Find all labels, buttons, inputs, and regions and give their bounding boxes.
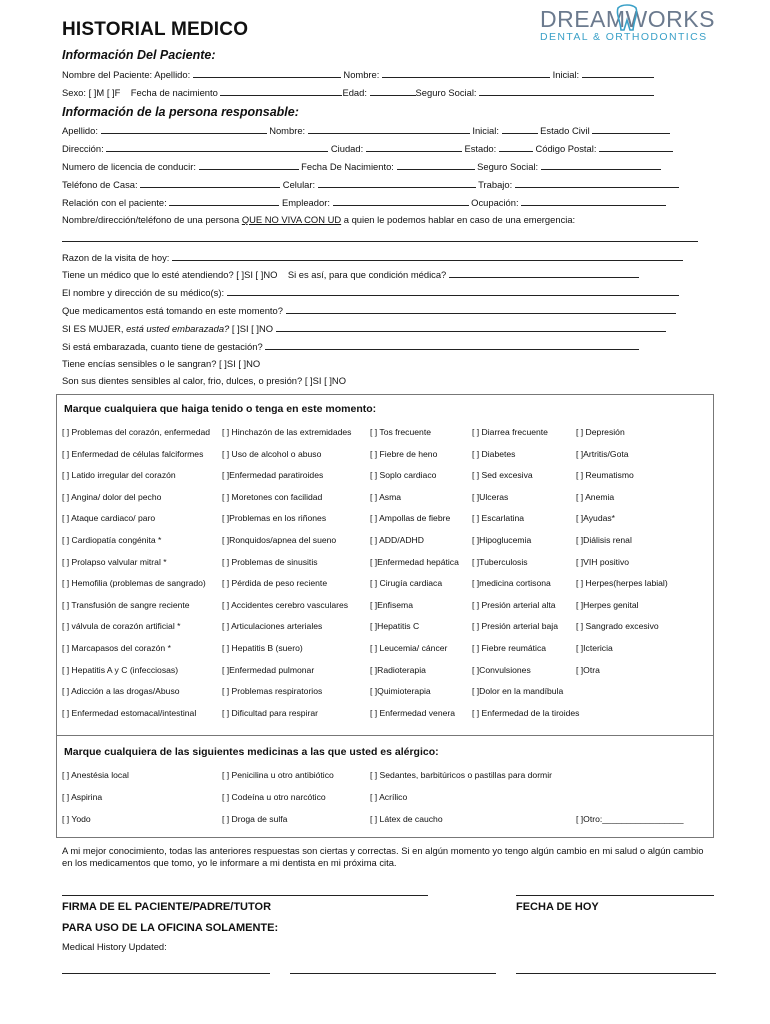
condition-checkbox[interactable]: [ ] Marcapasos del corazón * (62, 643, 171, 653)
medications-label: Que medicamentos está tomando en este momento? (62, 305, 283, 316)
condition-checkbox[interactable]: [ ] Cirugía cardiaca (370, 578, 443, 589)
allergies-heading: Marque cualquiera de las siguientes medicinas a las que usted es alérgico: (64, 746, 439, 758)
condition-checkbox[interactable]: [ ] Anemia (576, 491, 615, 502)
condition-checkbox[interactable]: [ ] Cardiopatía congénita * (62, 535, 162, 545)
gestation-field[interactable] (265, 340, 639, 350)
tooth-icon (614, 4, 640, 34)
state-field[interactable] (499, 142, 533, 152)
work-phone-field[interactable] (515, 178, 679, 188)
condition-checkbox[interactable]: [ ] Articulaciones arteriales (222, 621, 323, 632)
condition-checkbox[interactable]: [ ] Latido irregular del corazón (62, 470, 176, 481)
responsible-address-row (62, 142, 673, 155)
visit-reason-field[interactable] (172, 251, 683, 261)
condition-checkbox[interactable]: [ ] Ampollas de fiebre (370, 513, 451, 524)
condition-checkbox[interactable]: [ ] Leucemia/ cáncer (370, 643, 448, 653)
relation-label: Relación con el paciente: (62, 197, 167, 208)
condition-checkbox[interactable]: [ ] Escarlatina (472, 513, 525, 524)
medications-field[interactable] (286, 304, 676, 314)
marital-status-field[interactable] (592, 124, 670, 134)
dreamworks-logo (540, 6, 715, 56)
emergency-contact-row (62, 214, 575, 226)
age-field[interactable] (370, 86, 416, 96)
marital-status-label: Estado Civil (540, 125, 590, 136)
condition-checkbox[interactable]: [ ] Presión arterial alta (472, 599, 556, 610)
doctor-name-row (62, 286, 679, 299)
responsible-info-heading: Información de la persona responsable: (62, 105, 299, 119)
condition-checkbox[interactable]: [ ]Convulsiones (472, 664, 531, 675)
condition-checkbox[interactable]: [ ] Hepatitis B (suero) (222, 643, 303, 653)
date-field[interactable] (516, 895, 714, 896)
emergency-contact-field[interactable] (62, 241, 698, 242)
condition-checkbox[interactable]: [ ]Radioterapia (370, 664, 426, 675)
birth-date-label: Fecha de nacimiento (130, 87, 218, 98)
condition-checkbox[interactable]: [ ] Enfermedad venera (370, 707, 456, 718)
doctor-care-row (62, 268, 639, 281)
condition-checkbox[interactable]: [ ]Ayudas* (576, 513, 616, 524)
condition-checkbox[interactable]: [ ] Enfermedad de la tiroides (472, 707, 580, 718)
condition-checkbox[interactable]: [ ] Hinchazón de las extremidades (222, 427, 352, 437)
doctor-name-field[interactable] (227, 286, 679, 296)
sex-label[interactable]: Sexo: [ (62, 87, 92, 98)
signature-label: FIRMA DE EL PACIENTE/PADRE/TUTOR (62, 901, 272, 913)
resp-ssn-field[interactable] (541, 160, 661, 170)
condition-checkbox[interactable]: [ ] Fiebre de heno (370, 448, 438, 459)
doctor-care-question[interactable]: Tiene un médico que lo esté atendiendo? [ ]SI [ ]NO (62, 269, 278, 280)
condition-checkbox[interactable]: [ ] Problemas respiratorios (222, 686, 323, 697)
state-label: Estado: (464, 143, 497, 154)
condition-checkbox[interactable]: [ ]Enfermedad paratiroides (222, 470, 324, 481)
patient-name-row (62, 68, 654, 81)
condition-checkbox[interactable]: [ ]VIH positivo (576, 556, 630, 567)
condition-checkbox[interactable]: [ ] Depresión (576, 427, 625, 437)
condition-checkbox[interactable]: [ ]Artritis/Gota (576, 448, 629, 459)
condition-checkbox[interactable]: [ ] Hemofilia (problemas de sangrado) (62, 578, 206, 589)
pregnant-options[interactable]: [ ]SI [ ]NO (231, 323, 274, 334)
resp-birth-label: Fecha De Nacimiento: (301, 161, 394, 172)
employer-field[interactable] (333, 196, 469, 206)
initial-label: Inicial: (552, 69, 580, 80)
patient-info-heading: Información Del Paciente: (62, 48, 216, 62)
condition-checkbox[interactable]: [ ] Angina/ dolor del pecho (62, 491, 162, 502)
condition-checkbox[interactable]: [ ] Reumatismo (576, 470, 634, 481)
resp-last-name-field[interactable] (101, 124, 267, 134)
condition-checkbox[interactable]: [ ] Moretones con facilidad (222, 491, 323, 502)
emergency-post: a quien le podemos hablar en caso de una emergencia: (343, 214, 576, 225)
condition-checkbox[interactable]: [ ] Hepatitis A y C (infecciosas) (62, 664, 179, 675)
gestation-row (62, 340, 639, 353)
allergy-checkbox[interactable]: [ ] Codeína u otro narcótico (222, 792, 326, 802)
responsible-phone-row (62, 178, 679, 191)
condition-checkbox[interactable]: [ ]Ulceras (472, 491, 509, 502)
condition-checkbox[interactable]: [ ] ADD/ADHD (370, 535, 424, 545)
emergency-pre: Nombre/dirección/teléfono de una persona (62, 214, 240, 225)
condition-checkbox[interactable]: [ ]Ictericia (576, 643, 613, 653)
allergy-checkbox[interactable]: [ ] Anestésia local (62, 770, 129, 780)
city-label: Ciudad: (330, 143, 364, 154)
condition-checkbox[interactable]: [ ]medicina cortisona (472, 578, 551, 589)
condition-checkbox[interactable]: [ ] Soplo cardiaco (370, 470, 437, 481)
medications-row (62, 304, 676, 317)
allergy-checkbox[interactable]: [ ] Droga de sulfa (222, 814, 288, 824)
certification-statement: A mi mejor conocimiento, todas las anteriores respuestas son ciertas y correctas. Si en algún momento yo tengo algún cambio en mi salud o algún cambio en los medicamentos que tomo, yo le informare a mi dentista en mi próxima cita. (62, 845, 704, 868)
allergy-checkbox[interactable]: [ ] Penicilina u otro antibiótico (222, 770, 334, 780)
responsible-relation-row (62, 196, 666, 209)
condition-checkbox[interactable]: [ ] Problemas de sinusitis (222, 556, 318, 567)
doctor-name-label: El nombre y dirección de su médico(s): (62, 287, 225, 298)
condition-checkbox[interactable]: [ ] Herpes(herpes labial) (576, 578, 668, 589)
address-label: Dirección: (62, 143, 104, 154)
condition-checkbox[interactable]: [ ] Pérdida de peso reciente (222, 578, 328, 589)
last-name-field[interactable] (193, 68, 341, 78)
condition-checkbox[interactable]: [ ] Problemas del corazón, enfermedad (62, 427, 211, 437)
address-field[interactable] (106, 142, 328, 152)
license-label: Numero de licencia de conducir: (62, 161, 196, 172)
condition-checkbox[interactable]: [ ]Otra (576, 664, 600, 675)
office-use-heading: PARA USO DE LA OFICINA SOLAMENTE: (62, 922, 279, 934)
office-field-3[interactable] (516, 973, 716, 974)
condition-checkbox[interactable]: [ ] Diabetes (472, 448, 516, 459)
allergy-checkbox[interactable]: [ ] Acrílico (370, 792, 408, 802)
allergy-checkbox[interactable]: [ ]Otro:_________________ (576, 814, 684, 824)
woman-label: SI ES MUJER, (62, 323, 124, 334)
gums-question[interactable]: Tiene encías sensibles o le sangran? [ ]SI [ ]NO (62, 358, 261, 369)
office-field-2[interactable] (290, 973, 496, 974)
condition-checkbox[interactable]: [ ]Diálisis renal (576, 535, 632, 545)
visit-reason-label: Razon de la visita de hoy: (62, 252, 170, 263)
condition-checkbox[interactable]: [ ]Enfermedad pulmonar (222, 664, 315, 675)
first-name-label: Nombre: (343, 69, 380, 80)
license-field[interactable] (199, 160, 299, 170)
condition-checkbox[interactable]: [ ]Hipoglucemia (472, 535, 532, 545)
resp-last-name-label: Apellido: (62, 125, 98, 136)
condition-checkbox[interactable]: [ ] válvula de corazón artificial * (62, 621, 181, 632)
work-phone-label: Trabajo: (478, 179, 513, 190)
condition-checkbox[interactable]: [ ] Tos frecuente (370, 427, 431, 437)
date-label: FECHA DE HOY (516, 901, 599, 913)
condition-checkbox[interactable]: [ ] Dificultad para respirar (222, 707, 318, 718)
condition-checkbox[interactable]: [ ] Diarrea frecuente (472, 427, 548, 437)
condition-checkbox[interactable]: [ ] Uso de alcohol o abuso (222, 448, 322, 459)
condition-checkbox[interactable]: [ ] Transfusión de sangre reciente (62, 599, 190, 610)
condition-checkbox[interactable]: [ ]Herpes genital (576, 599, 639, 610)
teeth-sensitivity-row[interactable] (62, 375, 346, 387)
sex-f-label[interactable]: ]F (112, 87, 121, 98)
condition-checkbox[interactable]: [ ] Fiebre reumática (472, 643, 547, 653)
page-title: HISTORIAL MEDICO (62, 19, 249, 40)
condition-field[interactable] (449, 268, 639, 278)
gums-row[interactable] (62, 358, 260, 370)
gestation-label: Si está embarazada, cuanto tiene de gestación? (62, 341, 263, 352)
allergy-checkbox[interactable]: [ ] Sedantes, barbitúricos o pastillas para dormir (370, 770, 552, 780)
office-field-1[interactable] (62, 973, 270, 974)
emergency-underlined: QUE NO VIVA CON UD (241, 214, 342, 225)
condition-checkbox[interactable]: [ ] Presión arterial baja (472, 621, 558, 632)
ssn-label: Seguro Social: (415, 87, 477, 98)
condition-checkbox[interactable]: [ ]Tuberculosis (472, 556, 528, 567)
pregnant-question: está usted embarazada? (126, 323, 230, 334)
logo-tagline: DENTAL & ORTHODONTICS (540, 31, 708, 43)
resp-ssn-label: Seguro Social: (477, 161, 539, 172)
condition-label: Si es así, para que condición médica? (287, 269, 447, 280)
conditions-heading: Marque cualquiera que haiga tenido o tenga en este momento: (64, 403, 377, 415)
pregnant-field[interactable] (276, 322, 666, 332)
cell-phone-label: Celular: (282, 179, 316, 190)
condition-checkbox[interactable]: [ ]Hepatitis C (370, 621, 420, 632)
zip-label: Código Postal: (535, 143, 597, 154)
initial-field[interactable] (582, 68, 654, 78)
condition-checkbox[interactable]: [ ] Asma (370, 491, 402, 502)
condition-checkbox[interactable]: [ ]Ronquidos/apnea del sueno (222, 535, 337, 545)
resp-first-name-field[interactable] (308, 124, 470, 134)
pregnancy-row (62, 322, 666, 335)
condition-checkbox[interactable]: [ ] Enfermedad estomacal/intestinal (62, 707, 197, 718)
ssn-field[interactable] (479, 86, 654, 96)
last-name-label: Nombre del Paciente: Apellido: (62, 69, 191, 80)
sex-m-label[interactable]: ]M [ (93, 87, 110, 98)
first-name-field[interactable] (382, 68, 550, 78)
relation-field[interactable] (169, 196, 279, 206)
condition-checkbox[interactable]: [ ]Quimioterapia (370, 686, 431, 697)
occupation-label: Ocupación: (471, 197, 519, 208)
condition-checkbox[interactable]: [ ]Dolor en la mandíbula (472, 686, 564, 697)
zip-field[interactable] (599, 142, 673, 152)
condition-checkbox[interactable]: [ ]Enfermedad hepática (370, 556, 459, 567)
patient-details-row (62, 86, 654, 99)
age-label: Edad: (342, 87, 367, 98)
condition-checkbox[interactable]: [ ] Sangrado excesivo (576, 621, 659, 632)
responsible-license-row (62, 160, 661, 173)
logo-wordmark: DREAMWORKS (540, 6, 715, 32)
condition-checkbox[interactable]: [ ] Ataque cardiaco/ paro (62, 513, 156, 524)
occupation-field[interactable] (521, 196, 666, 206)
teeth-question[interactable]: Son sus dientes sensibles al calor, frio, dulces, o presión? [ ]SI [ ]NO (62, 375, 346, 386)
condition-checkbox[interactable]: [ ] Sed excesiva (472, 470, 533, 481)
allergy-checkbox[interactable]: [ ] Yodo (62, 814, 91, 824)
responsible-name-row (62, 124, 670, 137)
condition-checkbox[interactable]: [ ] Enfermedad de células falciformes (62, 448, 204, 459)
resp-first-name-label: Nombre: (269, 125, 306, 136)
allergy-checkbox[interactable]: [ ] Látex de caucho (370, 814, 443, 824)
condition-checkbox[interactable]: [ ]Problemas en los riñones (222, 513, 327, 524)
employer-label: Empleador: (281, 197, 330, 208)
home-phone-label: Teléfono de Casa: (62, 179, 138, 190)
condition-checkbox[interactable]: [ ] Adicción a las drogas/Abuso (62, 686, 180, 697)
allergy-checkbox[interactable]: [ ] Aspirina (62, 792, 103, 802)
condition-checkbox[interactable]: [ ] Prolapso valvular mitral * (62, 556, 167, 567)
condition-checkbox[interactable]: [ ]Enfisema (370, 599, 413, 610)
condition-checkbox[interactable]: [ ] Accidentes cerebro vasculares (222, 599, 349, 610)
home-phone-field[interactable] (140, 178, 280, 188)
signature-field[interactable] (62, 895, 428, 896)
city-field[interactable] (366, 142, 462, 152)
history-updated-label: Medical History Updated: (62, 941, 167, 952)
resp-initial-field[interactable] (502, 124, 538, 134)
resp-initial-label: Inicial: (472, 125, 499, 136)
resp-birth-field[interactable] (397, 160, 475, 170)
cell-phone-field[interactable] (318, 178, 476, 188)
birth-date-field[interactable] (220, 86, 342, 96)
allergy-divider (56, 735, 714, 736)
visit-reason-row (62, 251, 683, 264)
